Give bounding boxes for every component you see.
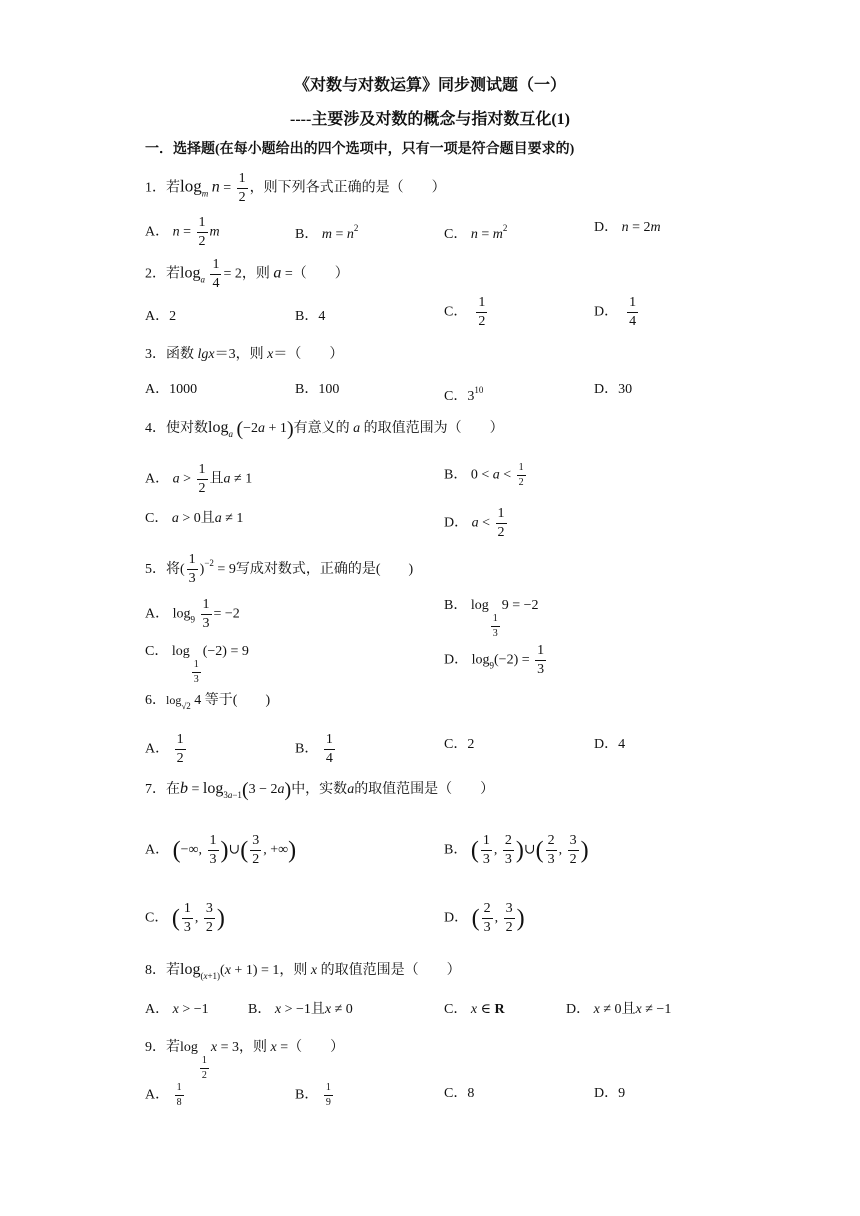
q5-option-a[interactable]: A． $\log_9$ $\frac{1}{3}$ = −2 (145, 597, 240, 631)
q4-option-a[interactable]: A． a > $\frac{1}{2}$ 且a ≠ 1 (145, 462, 253, 496)
q3-option-a[interactable]: A．1000 (145, 382, 198, 397)
q7-option-a[interactable]: A． (−∞, $\frac{1}{3}$ )∪( $\frac{3}{2}$ , +∞) (145, 833, 297, 867)
q8-option-b[interactable]: B． x > −1且x ≠ 0 (248, 1002, 353, 1017)
q7-option-c[interactable]: C． ( $\frac{1}{3}$ , $\frac{3}{2}$ ) (145, 901, 225, 935)
q2-option-c[interactable]: C． $\frac{1}{2}$ (444, 295, 486, 329)
q4-option-b[interactable]: B． 0 < a < $\frac{1}{2}$ (444, 462, 524, 488)
q3-option-c[interactable]: C．$3^{10}$ (444, 385, 484, 404)
q5-option-c[interactable]: C． log $\frac{1}{3}$ (−2) = 9 (145, 644, 249, 685)
q1-option-d[interactable]: D． n = 2m (594, 220, 661, 235)
section-heading: 一．选择题(在每小题给出的四个选项中，只有一项是符合题目要求的) (145, 142, 575, 157)
q7-option-b[interactable]: B． ( $\frac{1}{3}$ , $\frac{2}{3}$ )∪( $\frac{2}{3}$ , $\frac{3}{2}$ ) (444, 833, 589, 867)
question-7: 7．在$b = \log_{3a-1}(3 - 2a)$中，实数a的取值范围是（ ） (145, 778, 495, 801)
q8-option-c[interactable]: C． x ∈ R (444, 1002, 505, 1017)
q2-option-b[interactable]: B．4 (295, 309, 326, 324)
page-subtitle: ----主要涉及对数的概念与指对数互化(1) (290, 111, 570, 128)
q8-option-a[interactable]: A． x > −1 (145, 1002, 209, 1017)
q9-option-d[interactable]: D．9 (594, 1086, 626, 1101)
q5-option-d[interactable]: D． $\log_9(-2)$ = $\frac{1}{3}$ (444, 643, 545, 677)
q9-option-c[interactable]: C．8 (444, 1086, 475, 1101)
question-1: 1．若$\log_m n$ = $\frac{1}{2}$ ，则下列各式正确的是（ ） (145, 171, 446, 205)
q1-option-c[interactable]: C． $n = m^2$ (444, 223, 508, 242)
q1-option-a[interactable]: A． n = $\frac{1}{2}$ m (145, 215, 220, 249)
fraction: $\frac{1}{2}$ (238, 171, 246, 205)
q3-option-d[interactable]: D．30 (594, 382, 633, 397)
q6-option-d[interactable]: D．4 (594, 737, 626, 752)
q6-option-a[interactable]: A． $\frac{1}{2}$ (145, 732, 184, 766)
q1-option-b[interactable]: B． $m = n^2$ (295, 223, 359, 242)
q9-option-a[interactable]: A． $\frac{1}{8}$ (145, 1082, 182, 1108)
question-4: 4．使对数$\log_a (-2a + 1)$有意义的 a 的取值范围为（ ） (145, 417, 504, 440)
question-6: 6．$\log_{√2} 4$ 等于( ) (145, 693, 271, 711)
question-5: 5．将( $\frac{1}{3}$ )$^{-2}$ = 9写成对数式，正确的是( ) (145, 552, 414, 587)
q2-option-a[interactable]: A．2 (145, 309, 177, 324)
q6-option-c[interactable]: C．2 (444, 737, 475, 752)
q4-option-d[interactable]: D． a < $\frac{1}{2}$ (444, 506, 505, 540)
q8-option-d[interactable]: D． x ≠ 0且x ≠ −1 (566, 1002, 672, 1017)
q6-option-b[interactable]: B． $\frac{1}{4}$ (295, 732, 333, 766)
q9-option-b[interactable]: B． $\frac{1}{9}$ (295, 1082, 331, 1108)
q3-option-b[interactable]: B．100 (295, 382, 340, 397)
q2-option-d[interactable]: D． $\frac{1}{4}$ (594, 295, 637, 329)
q4-option-c[interactable]: C． a > 0且a ≠ 1 (145, 511, 244, 526)
q1-suffix: ，则下列各式正确的是（ ） (249, 180, 446, 196)
question-2: 2．若$\log_a$ $\frac{1}{4}$ = 2，则 a =（ ） (145, 257, 349, 291)
q7-option-d[interactable]: D． ( $\frac{2}{3}$ , $\frac{3}{2}$ ) (444, 901, 525, 935)
q5-option-b[interactable]: B． log $\frac{1}{3}$ 9 = −2 (444, 598, 539, 639)
question-9: 9．若log $\frac{1}{2}$ x = 3，则 x =（ ） (145, 1040, 345, 1081)
q1-prefix: 1．若 (145, 180, 180, 196)
page-title: 《对数与对数运算》同步测试题（一） (293, 77, 566, 94)
question-8: 8．若$\log_{(x+1)}(x + 1) = 1$，则 x 的取值范围是（ ） (145, 961, 461, 981)
question-3: 3．函数 lgx＝3，则 x＝（ ） (145, 347, 344, 362)
